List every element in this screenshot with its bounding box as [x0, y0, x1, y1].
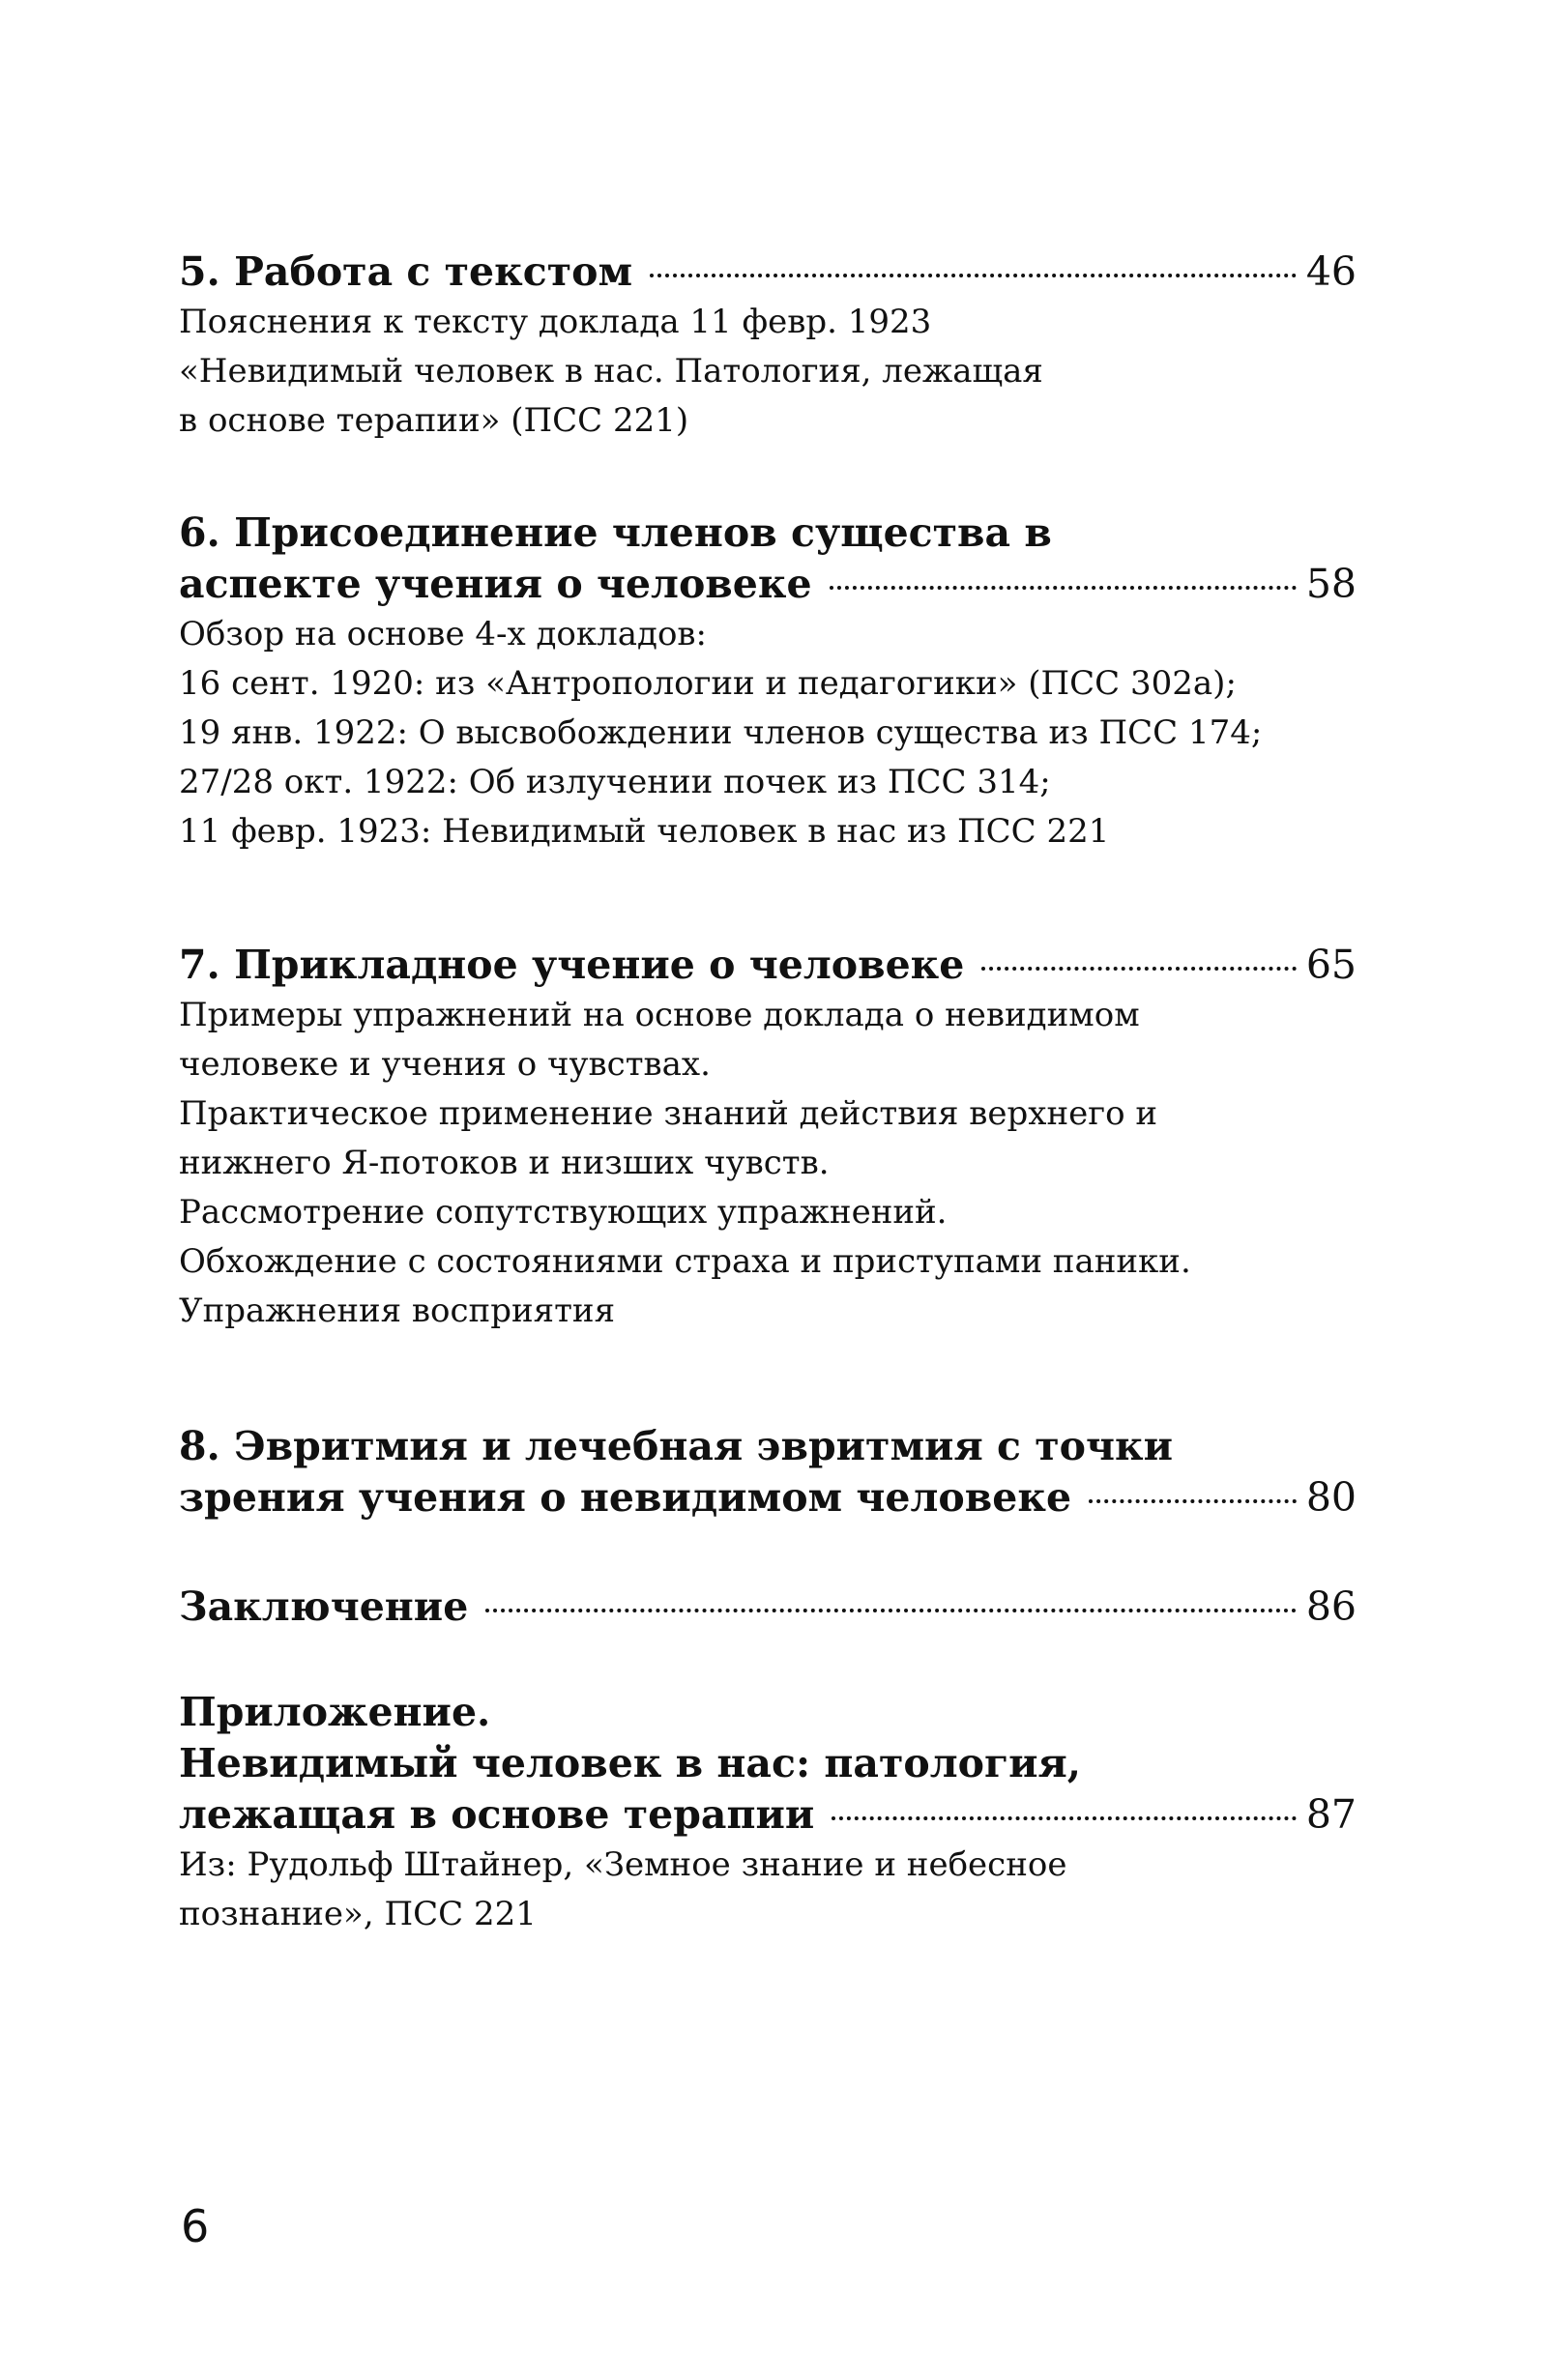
description-line: человеке и учения о чувствах. [179, 1045, 711, 1084]
description-line: 16 сент. 1920: из «Антропологии и педагогики» (ПСС 302a); [179, 664, 1237, 703]
description-line: познание», ПСС 221 [179, 1895, 537, 1933]
description-line: в основе терапии» (ПСС 221) [179, 401, 689, 440]
toc-entry-title: Заключение [179, 1583, 469, 1630]
toc-entry-heading [179, 940, 1357, 991]
description-line: Обзор на основе 4-х докладов: [179, 615, 708, 653]
table-of-contents [179, 247, 1357, 1939]
toc-entry-heading [179, 559, 1357, 610]
dot-leader [1089, 1499, 1297, 1503]
description-line: 27/28 окт. 1922: Об излучении почек из ПСС 314; [179, 763, 1051, 801]
toc-entry-title: 7. Прикладное учение о человеке [179, 942, 965, 988]
toc-page-number: 87 [1305, 1791, 1357, 1838]
toc-entry-conclusion [179, 1582, 1357, 1633]
description-line: Из: Рудольф Штайнер, «Земное знание и небесное [179, 1845, 1067, 1884]
description-line: «Невидимый человек в нас. Патология, лежащая [179, 352, 1043, 391]
toc-entry-title: Невидимый человек в нас: патология, [179, 1740, 1082, 1786]
dot-leader [830, 586, 1297, 590]
description-line: Примеры упражнений на основе доклада о невидимом [179, 996, 1140, 1034]
description-line: Обхождение с состояниями страха и приступами паники. [179, 1242, 1191, 1281]
description-line: Практическое применение знаний действия верхнего и [179, 1094, 1158, 1133]
description-line: Упражнения восприятия [179, 1292, 616, 1330]
toc-entry-heading [179, 1789, 1357, 1841]
toc-entry-7 [179, 940, 1357, 1336]
toc-entry-title: 5. Работа с текстом [179, 248, 633, 295]
toc-entry-title: 8. Эвритмия и лечебная эвритмия с точки [179, 1423, 1174, 1469]
toc-entry-6 [179, 508, 1357, 856]
toc-entry-heading [179, 1472, 1357, 1524]
toc-entry-description [179, 610, 1357, 856]
toc-entry-title: зрения учения о невидимом человеке [179, 1474, 1072, 1521]
toc-entry-title: Приложение. [179, 1689, 491, 1735]
dot-leader [832, 1816, 1297, 1820]
dot-leader [981, 967, 1296, 971]
toc-page-number: 58 [1305, 561, 1357, 607]
dot-leader [650, 274, 1297, 277]
page-number: 6 [181, 2200, 210, 2252]
toc-entry-8 [179, 1421, 1357, 1524]
toc-entry-heading [179, 247, 1357, 298]
description-line: 11 февр. 1923: Невидимый человек в нас из ПСС 221 [179, 812, 1110, 851]
description-line: Рассмотрение сопутствующих упражнений. [179, 1193, 948, 1232]
toc-entry-description [179, 991, 1357, 1336]
toc-page-number: 86 [1305, 1583, 1357, 1630]
dot-leader [485, 1609, 1297, 1612]
toc-entry-description [179, 298, 1357, 446]
toc-page-number: 80 [1305, 1474, 1357, 1521]
toc-entry-description [179, 1841, 1357, 1939]
toc-entry-5 [179, 247, 1357, 446]
description-line: 19 янв. 1922: О высвобождении членов существа из ПСС 174; [179, 713, 1263, 752]
toc-entry-heading [179, 1582, 1357, 1633]
toc-entry-title: лежащая в основе терапии [179, 1791, 815, 1838]
toc-entry-title: аспекте учения о человеке [179, 561, 812, 607]
toc-page-number: 65 [1305, 942, 1357, 988]
description-line: нижнего Я-потоков и низших чувств. [179, 1144, 830, 1182]
toc-page-number: 46 [1305, 248, 1357, 295]
description-line: Пояснения к тексту доклада 11 февр. 1923 [179, 303, 932, 341]
toc-entry-appendix [179, 1687, 1357, 1939]
toc-entry-title: 6. Присоединение членов существа в [179, 509, 1052, 556]
